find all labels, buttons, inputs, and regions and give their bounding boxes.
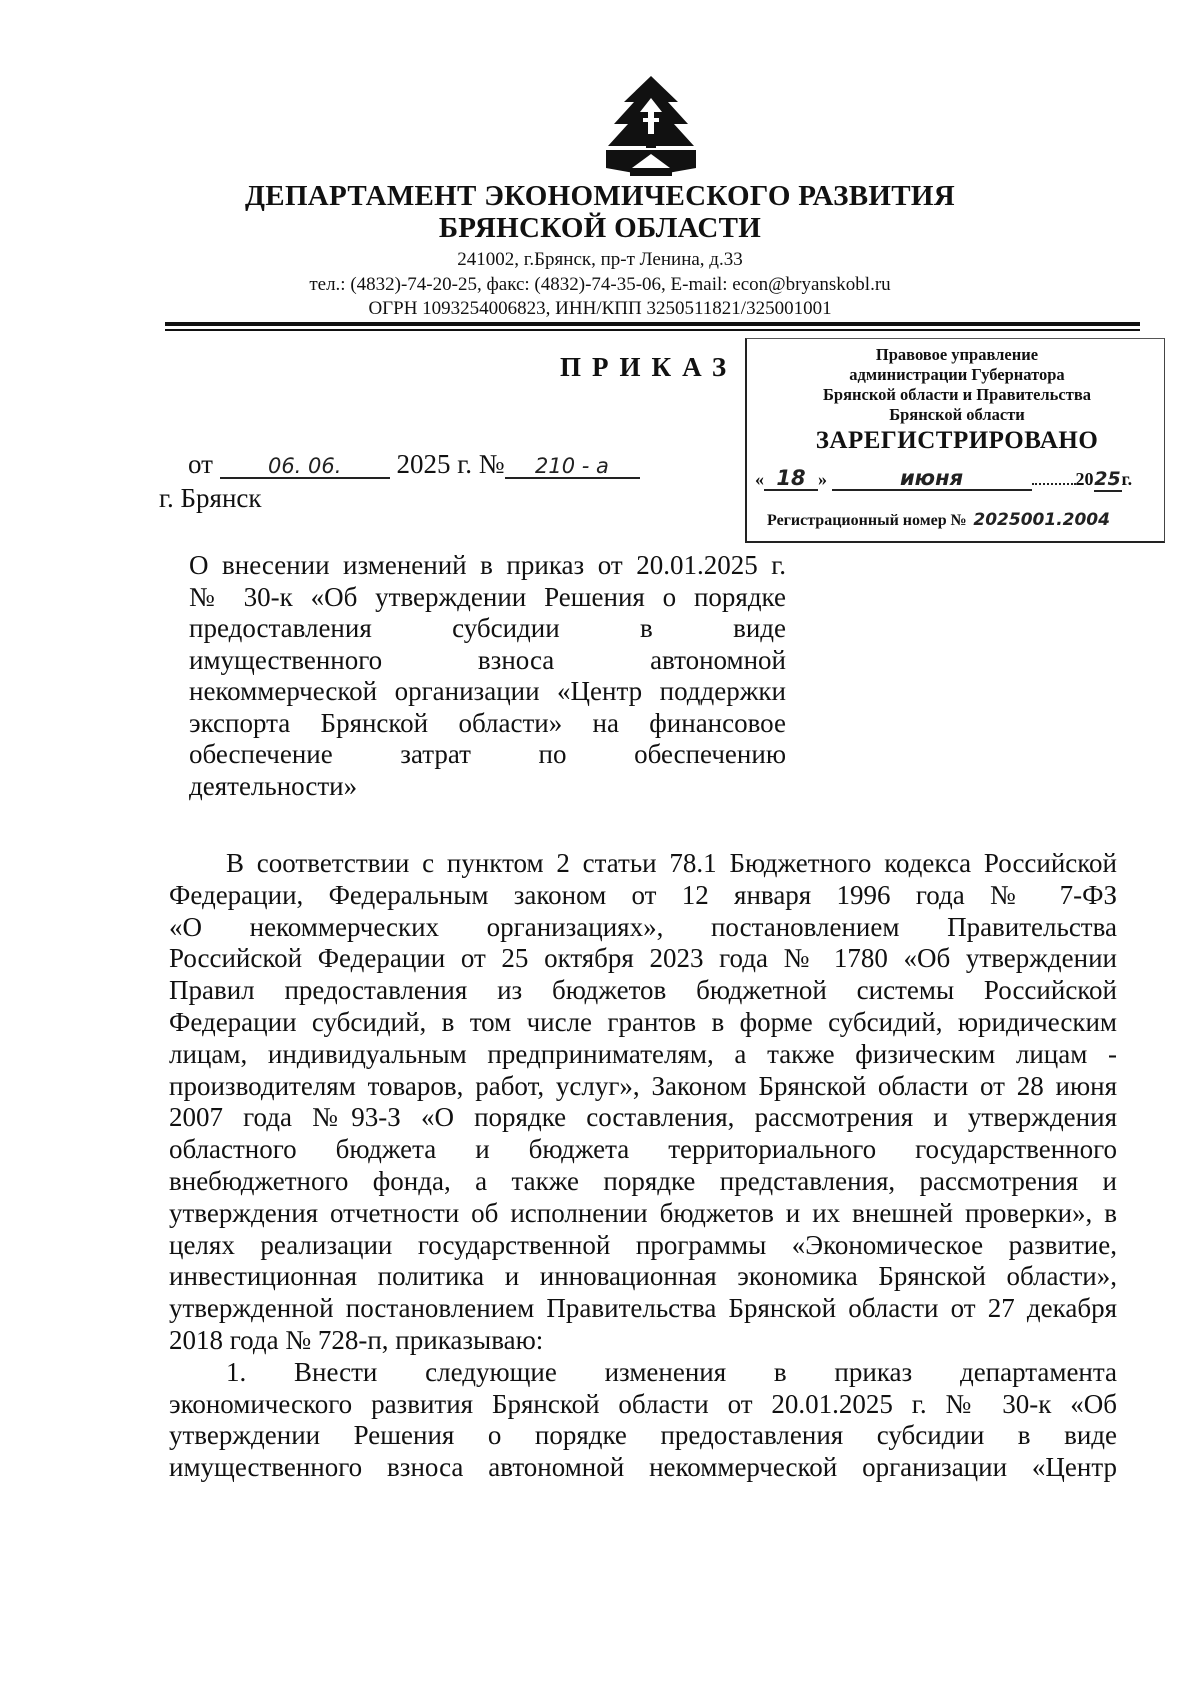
stamp-date (755, 467, 1160, 497)
body-line: «О некоммерческих организациях», постановлением Правительства (169, 911, 1117, 942)
subject-line: предоставления субсидии в виде (189, 613, 786, 643)
subject-line: № 30-к «Об утверждении Решения о порядке (189, 581, 786, 612)
handwritten-number: 210 - а (505, 455, 640, 479)
stamp-line-4: Брянской области (889, 405, 1025, 424)
body-line: 2007 года №93-З «О порядке составления, рассмотрения и утверждения (169, 1102, 1117, 1133)
stamp-year-prefix: 20 (1075, 469, 1094, 489)
body-line: утверждении Решения о порядке предоставления субсидии в виде (169, 1420, 1117, 1451)
body-line: утверждения отчетности об исполнении бюджетов и их внешней проверки», в (169, 1197, 1117, 1228)
subject-line: О внесении изменений в приказ от 20.01.2025 г. (189, 550, 786, 580)
body-line: 1. Внести следующие изменения в приказ департамента (226, 1356, 1117, 1387)
order-date-number (188, 449, 640, 480)
subject-line: имущественного взноса автономной (189, 644, 786, 675)
stamp-registered: ЗАРЕГИСТРИРОВАНО (815, 427, 1099, 454)
body-line: целях реализации государственной программы «Экономическое развитие, (169, 1229, 1117, 1260)
stamp-month: июня (832, 467, 1032, 491)
stamp-regnum-value: 2025001.2004 (973, 510, 1110, 530)
stamp-year: 25 (1094, 468, 1121, 490)
header-divider-thin (165, 329, 1140, 331)
stamp-quote-open: « (755, 469, 764, 489)
order-title: ПРИКАЗ (560, 352, 738, 382)
year-text: 2025 г. (396, 449, 472, 479)
stamp-line-1: Правовое управление (875, 345, 1039, 364)
body-line: областного бюджета и бюджета территориального государственного (169, 1134, 1117, 1165)
subject-line: обеспечение затрат по обеспечению (189, 739, 786, 769)
subject-line: экспорта Брянской области» на финансовое (189, 707, 786, 738)
order-city: г. Брянск (159, 483, 262, 513)
stamp-line-2: администрации Губернатора (849, 365, 1065, 384)
body-line: 2018 года № 728-п, приказываю: (169, 1324, 544, 1355)
body-line: производителям товаров, работ, услуг», Законом Брянской области от 28 июня (169, 1070, 1117, 1101)
stamp-registration-number (767, 509, 1117, 531)
header-divider-thick (165, 322, 1140, 326)
department-ogrn: ОГРН 1093254006823, ИНН/КПП 3250511821/325001001 (368, 298, 832, 319)
body-line: Федерации субсидий, в том числе грантов в форме субсидий, юридическим (169, 1006, 1117, 1037)
department-name-line2: БРЯНСКОЙ ОБЛАСТИ (438, 212, 762, 244)
body-line: В соответствии с пунктом 2 статьи 78.1 Бюджетного кодекса Российской (226, 848, 1117, 878)
department-contacts: тел.: (4832)-74-20-25, факс: (4832)-74-35-06, E-mail: econ@bryanskobl.ru (309, 274, 891, 295)
body-line: Правил предоставления из бюджетов бюджетной системы Российской (169, 975, 1117, 1006)
stamp-date-gap (1032, 483, 1076, 485)
stamp-quote-close: » (818, 469, 827, 489)
stamp-regnum-label: Регистрационный номер № (767, 512, 967, 529)
body-line: имущественного взноса автономной некоммерческой организации «Центр (169, 1452, 1117, 1483)
body-line: лицам, индивидуальным предпринимателям, а также физическим лицам - (169, 1038, 1117, 1069)
body-line: Федерации, Федеральным законом от 12 января 1996 года № 7-ФЗ (169, 879, 1117, 910)
department-address: 241002, г.Брянск, пр-т Ленина, д.33 (457, 249, 743, 270)
order-subject (189, 550, 786, 802)
body-line: Российской Федерации от 25 октября 2023 года № 1780 «Об утверждении (169, 943, 1117, 974)
registration-stamp (745, 338, 1165, 543)
stamp-day: 18 (764, 467, 818, 491)
subject-line: деятельности» (189, 770, 358, 801)
department-name-line1: ДЕПАРТАМЕНТ ЭКОНОМИЧЕСКОГО РАЗВИТИЯ (245, 180, 955, 212)
bryansk-emblem-icon (602, 72, 700, 182)
body-line: инвестиционная политика и инновационная экономика Брянской области», (169, 1261, 1117, 1292)
order-body (169, 848, 1117, 1484)
number-prefix: № (478, 449, 505, 479)
body-line: внебюджетного фонда, а также порядке представления, рассмотрения и (169, 1165, 1117, 1196)
subject-line: некоммерческой организации «Центр поддержки (189, 676, 786, 706)
body-line: утвержденной постановлением Правительства Брянской области от 27 декабря (169, 1293, 1117, 1324)
handwritten-date: 06. 06. (220, 455, 390, 479)
date-prefix: от (188, 449, 213, 479)
stamp-year-suffix: г. (1121, 469, 1133, 489)
stamp-line-3: Брянской области и Правительства (823, 385, 1091, 404)
body-line: экономического развития Брянской области от 20.01.2025 г. № 30-к «Об (169, 1388, 1117, 1419)
